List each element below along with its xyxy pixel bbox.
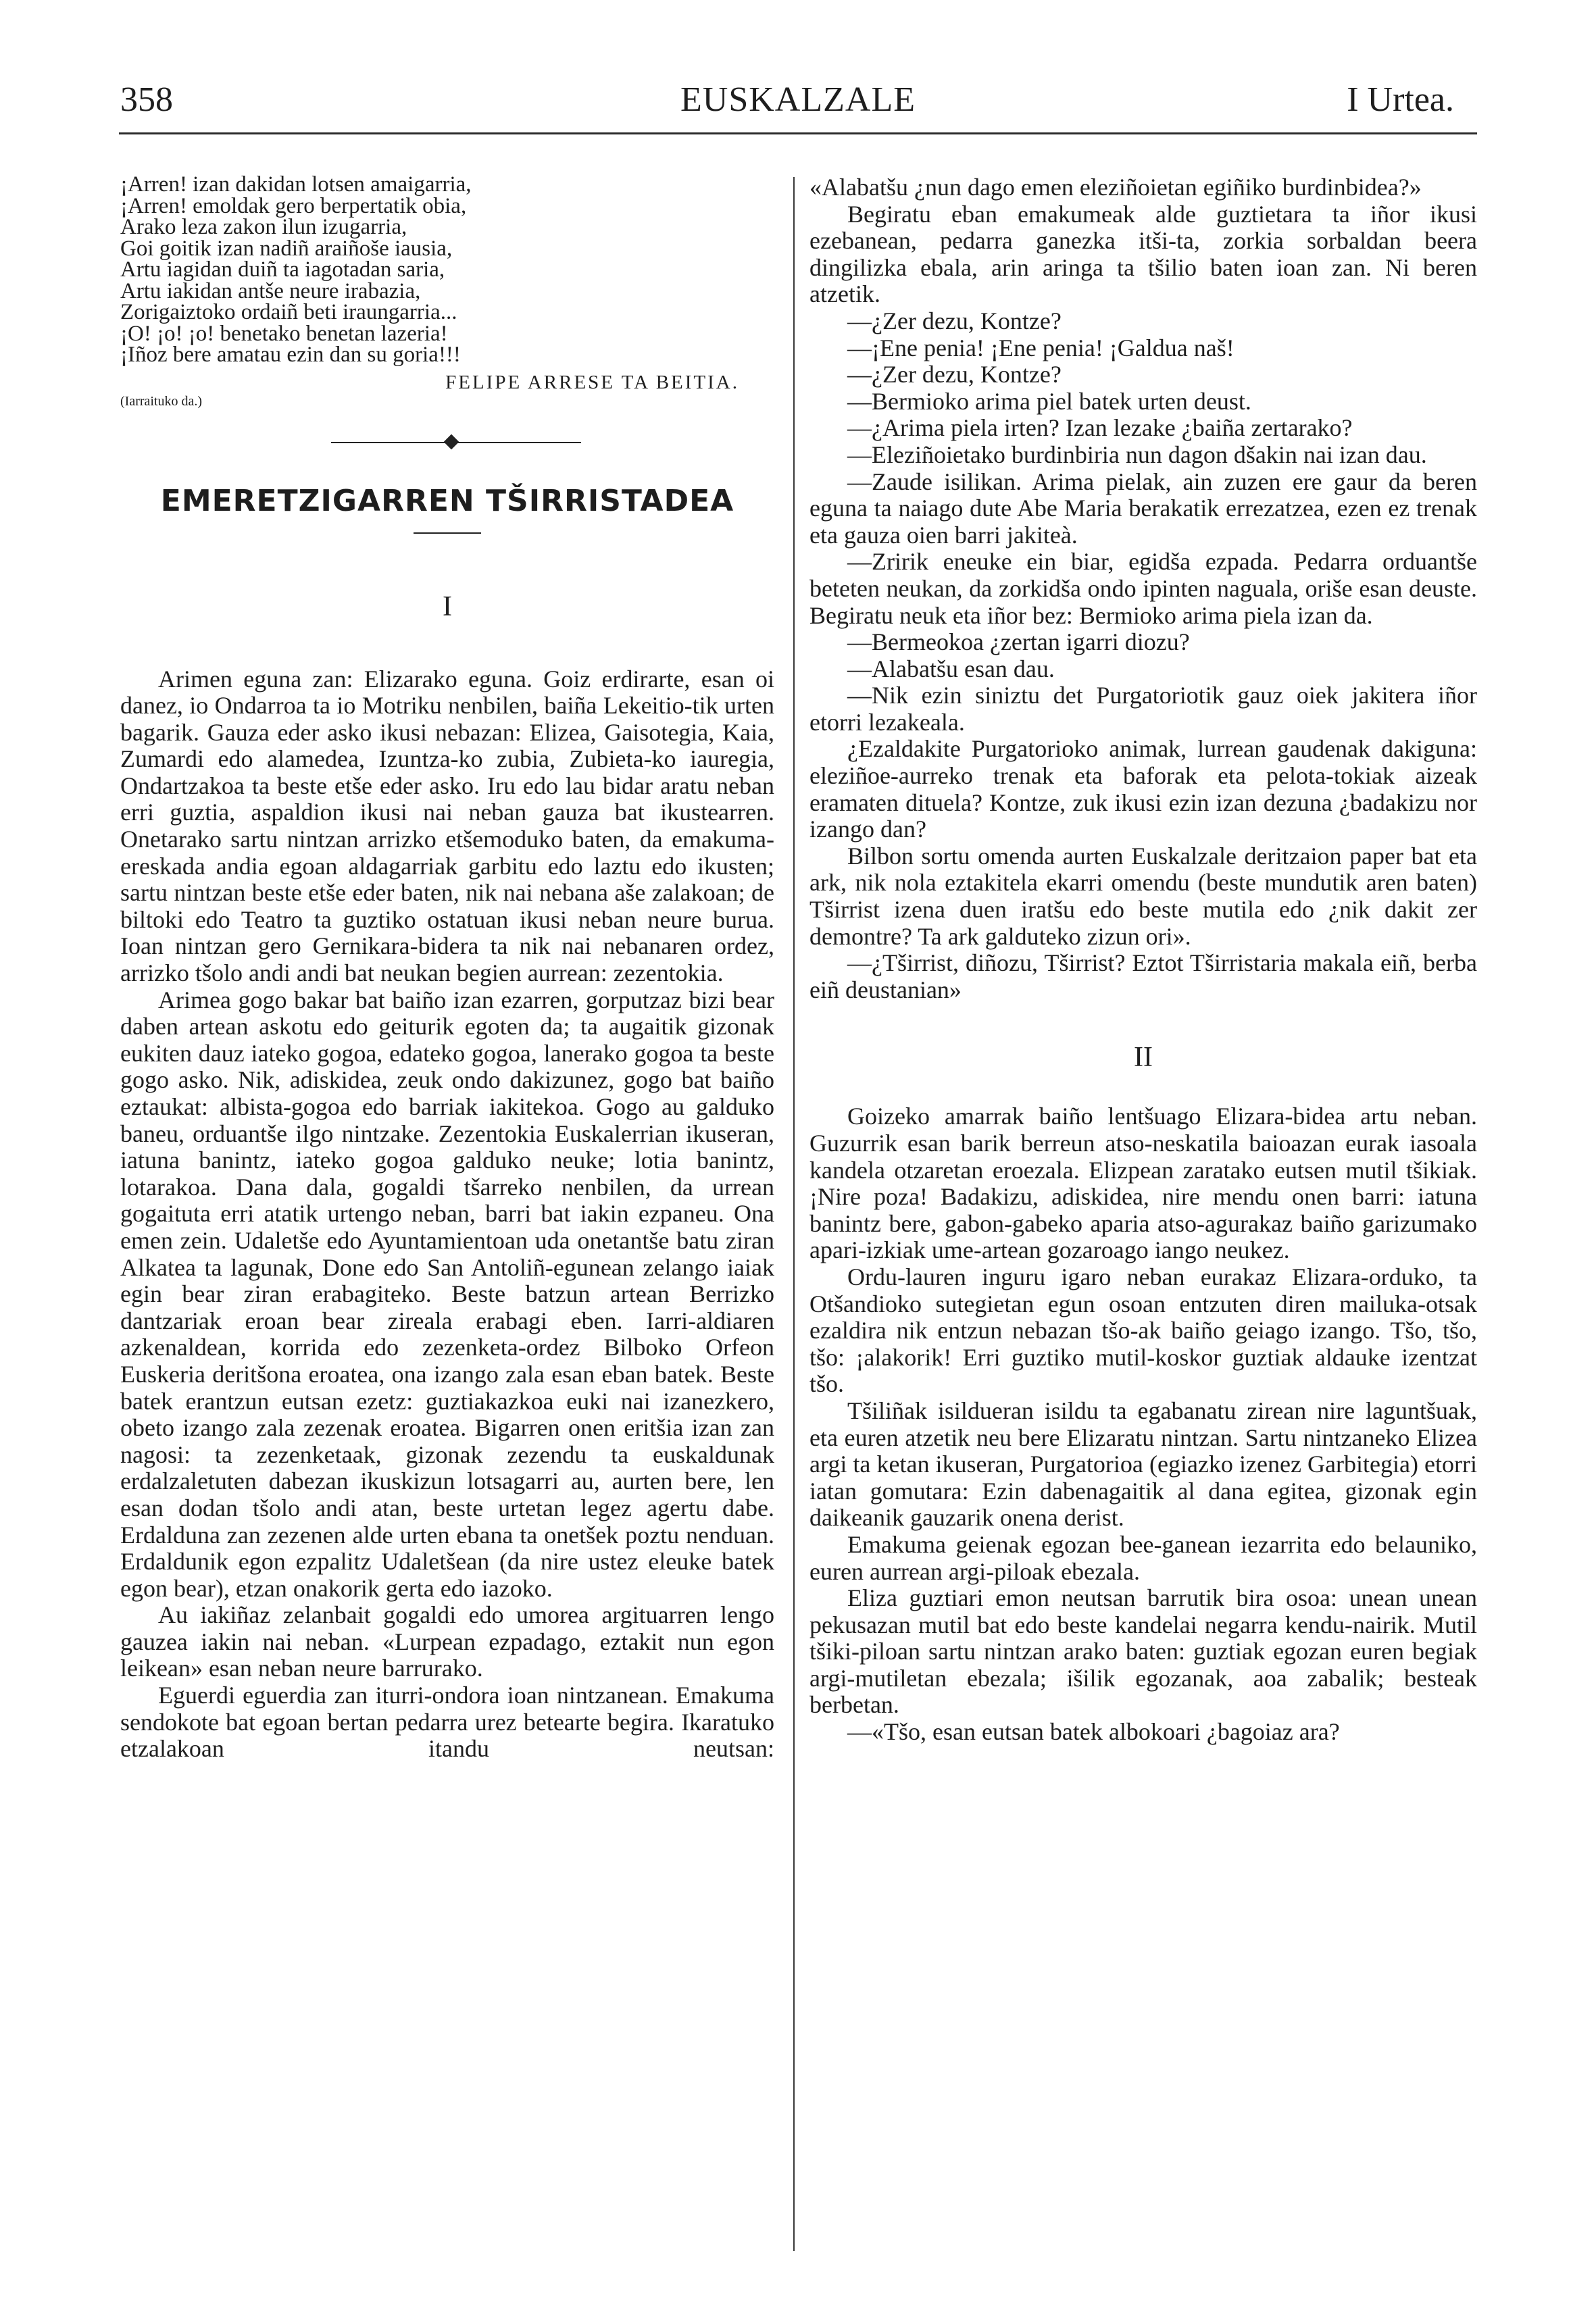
dialogue-line: —Eleziñoietako burdinbiria nun dagon dšakin nai izan dau. (847, 441, 1427, 468)
page-number: 358 (120, 80, 173, 119)
diamond-ornament-icon (444, 434, 459, 449)
poem-line: ¡Iñoz bere amatau ezin dan su goria!!! (120, 343, 461, 367)
paragraph: Eguerdi eguerdia zan iturri-ondora ioan nintzanean. Emakuma sendokote bat egoan bertan pedarra urez betearte begira. Ikaratuko etzalakoan itandu neutsan: (120, 1682, 774, 1763)
poem-line: Goi goitik izan nadiñ araiñoše iausia, (120, 236, 453, 261)
header-rule (119, 132, 1477, 134)
poem (120, 174, 774, 366)
paragraph: «Alabatšu ¿nun dago emen eleziñoietan egiñiko burdinbidea?» (809, 174, 1422, 201)
paragraph: Eliza guztiari emon neutsan barrutik bira osoa: unean unean pekusazan mutil bat edo beste kandelai negarra kendu-nairik. Mutil tšiki-piloan sartu nintzan arako baten: guztiak egozan euren begiak argi-mutiletan ebezala; išilik egozanak, aoa zabalik; besteak berbetan. (809, 1584, 1477, 1719)
paragraph: Begiratu eban emakumeak alde guztietara ta iñor ikusi ezebanean, pedarra ganezka itši-ta, zorkia sorbaldan beera dingilizka ebala, arin aringa ta tšilio baten ioan zan. Ni beren atzetik. (809, 200, 1477, 308)
poem-line: Artu iakidan antše neure irabazia, (120, 278, 421, 303)
section-number: II (1134, 1042, 1153, 1074)
paragraph: ¿Ezaldakite Purgatorioko animak, lurrean gaudenak dakiguna: eleziñoe-aurreko trenak eta baforak eta pelota-tokiak aizeak eramaten dituela? Kontze, zuk ikusi ezin izan dezuna ¿badakizu nor izango dan? (809, 735, 1477, 843)
paragraph: Arimen eguna zan: Elizarako eguna. Goiz erdirarte, esan oi danez, io Ondarroa ta io Motriku nenbilen, baiña Lekeitio-tik urten bagarik. Gauza eder asko ikusi nebazan: Elizea, Gaisotegia, Kaia, Zumardi edo alamedea, Izuntza-ko zubia, Zubieta-ko iauregia, Ondartzakoa ta beste etše eder asko. Iru edo lau bidar aratu neban erri guztia, aspaldion ikusi nai neban gauza bat ikustearren. Onetarako sartu nintzan arrizko etšemoduko baten, da emakuma-ereskada andia egoan aldagarriak garbitu edo laztu edo ikusten; sartu nintzan beste etše eder baten, nik nai nebana aše zalakoan; de biltoki edo Teatro ta guztiko ostatuan ikusi neban neure burua. Ioan nintzan gero Gernikara-bidera ta nik nai nebanaren ordez, arrizko tšolo andi andi bat neukan begien aurrean: zezentokia. (120, 665, 774, 987)
paragraph: Bilbon sortu omenda aurten Euskalzale deritzaion paper bat eta ark, nik nola eztakitela ekarri omendu (beste mundutik aren baten) Tširrist izena duen iratšu edo beste mutila edo ¿nik dakit zer demontre? Ta ark galduteko zizun ori». (809, 842, 1477, 950)
paragraph: Tšiliñak isildueran isildu ta egabanatu zirean nire laguntšuak, eta euren atzetik neu bere Elizaratu nintzan. Sartu nintzaneko Elizea argi ta ketan ikuseran, Purgatorioa (egiazko izenez Garbitegia) etorri iatan gomutara: Ezin dabenagaitik al dana egitea, gizonak egin daikeanik gauzarik onena derist. (809, 1397, 1477, 1532)
section-number: I (443, 590, 452, 622)
ornament-divider (120, 432, 774, 453)
dialogue-line: —¿Arima piela irten? Izan lezake ¿baiña zertarako? (847, 414, 1353, 442)
paragraph: Ordu-lauren inguru igaro neban eurakaz Elizara-orduko, ta Otšandioko sutegietan egun osoan entzuten diren mailuka-otsak ezaldira nik entzun nebazan tšo-ak baiño geiago izango. Tšo, tšo, tšo: ¡alakorik! Erri guztiko mutil-koskor guztiak aldauke izentzat tšo. (809, 1263, 1477, 1398)
paragraph: Arimea gogo bakar bat baiño izan ezarren, gorputzaz bizi bear daben artean askotu edo geiturik egoten da; ta augaitik gizonak eukiten dauz iateko gogoa, edateko gogoa, lanerako gogoa ta beste gogo asko. Nik, adiskidea, zeuk ondo dakizunez, gogo bat baiño eztaukat: albista-gogoa edo barriak iakitekoa. Gogo au galduko baneu, orduantše ilgo nintzake. Zezentokia Euskalerrian ikuseran, iatuna banintz, iateko gogoa galduko neuke; lotia banintz, lotarakoa. Dana dala, gogaldi tšarreko nenbilen, da urrean gogaituta erri atatik urtengo neban, barri bat iakin ezpaneu. Ona emen zein. Udaletše edo Ayuntamientoan uda onetantše batu ziran Alkatea ta lagunak, Done edo San Antoliñ-egunean zelango iaiak egin bear ziran erabagiteko. Beste batzun artean Berrizko dantzariak eroan bear zireala erabagi eben. Iarri-aldiaren azkenaldean, korrida edo zezenketa-ordez Bilboko Orfeon Euskeria deritšona eroatea, ona izango zala esan eban batek. Beste batek erantzun eutsan ezetz: guztiakazkoa euki nai izanezkero, obeto izango zala zezenak eroatea. Bigarren onen eritšia izan zan nagosi: ta zezenketaak, gizonak zezendu ta euskaldunak erdalzaletuten dabezan ikuskizun lotsagarri au, aurten bere, len esan dodan tšolo andi atan, beste urtetan legez agertu dabe. Erdalduna zan zezenen alde urten ebana ta onetšek poztu nenduan. Erdaldunik egon ezpalitz Udaletšean (da nire ustez eleuke batek egon bear), etzan onakorik gerta edo iazoko. (120, 986, 774, 1602)
dialogue-line: —Alabatšu esan dau. (847, 655, 1055, 682)
paragraph: Au iakiñaz zelanbait gogaldi edo umorea argituarren lengo gauzea iakin nai neban. «Lurpean ezpadago, eztakit nun egon leikean» esan neban neure barrurako. (120, 1601, 774, 1682)
title-rule (414, 532, 481, 534)
publication-title: EUSKALZALE (680, 80, 916, 119)
poem-line: ¡Arren! izan dakidan lotsen amaigarria, (120, 172, 472, 197)
article-title: EMERETZIGARREN TŠIRRISTADEA (160, 483, 734, 518)
poem-signature: FELIPE ARRESE TA BEITIA. (445, 371, 739, 393)
paragraph: Emakuma geienak egozan bee-ganean iezarrita edo belauniko, euren aurrean argi-piloak ebezala. (809, 1530, 1477, 1585)
dialogue-line: —Nik ezin siniztu det Purgatoriotik gauz oiek jakitera iñor etorri lezakeala. (809, 682, 1477, 736)
poem-line: ¡Arren! emoldak gero berpertatik obia, (120, 193, 467, 218)
dialogue-line: —¿Zer dezu, Kontze? (847, 307, 1062, 334)
dialogue-line: —Zaude isilikan. Arima pielak, ain zuzen ere gaur da beren eguna ta naiago dute Abe Maria berakatik errezatzea, ezen ez trenak eta gauza oien barri jakiteà. (809, 468, 1477, 549)
poem-line: Arako leza zakon ilun izugarria, (120, 215, 407, 239)
dialogue-line: —Bermioko arima piel batek urten deust. (847, 387, 1251, 415)
poem-line: ¡O! ¡o! ¡o! benetako benetan lazeria! (120, 321, 448, 346)
dialogue-line: —Bermeokoa ¿zertan igarri diozu? (847, 628, 1190, 656)
issue-label: I Urtea. (1347, 80, 1454, 119)
dialogue-line: —«Tšo, esan eutsan batek albokoari ¿bagoiaz ara? (847, 1718, 1340, 1746)
dialogue-line: —¿Tširrist, diñozu, Tširrist? Eztot Tširristaria makala eiñ, berba eiñ deustanian» (809, 949, 1477, 1003)
dialogue-line: —Zririk eneuke ein biar, egidša ezpada. Pedarra orduantše beteten neukan, da zorkidša ondo ipinten naguala, oriše esan deuste. Begiratu neuk eta iñor bez: Bermioko arima piela izan da. (809, 548, 1477, 629)
column-divider (793, 177, 795, 2251)
dialogue-line: —¡Ene penia! ¡Ene penia! ¡Galdua naš! (847, 334, 1235, 361)
right-column (809, 174, 1477, 1746)
continued-note: (Iarraituko da.) (120, 393, 203, 409)
paragraph: Goizeko amarrak baiño lentšuago Elizara-bidea artu neban. Guzurrik esan barik berreun atso-neskatila baioazan eurak iasoala kandela otzaretan eroezala. Elizpean zaratako eutsen mutil tšikiak. ¡Nire poza! Badakizu, adiskidea, nire mendu onen barri: iatuna banintz bere, gabon-gabeko aparia atso-agurakaz baiño garizumako apari-izkiak ume-artean gozaroago iango neukez. (809, 1103, 1477, 1264)
poem-line: Zorigaiztoko ordaiñ beti iraungarria... (120, 300, 457, 324)
left-column (120, 174, 774, 1763)
dialogue-line: —¿Zer dezu, Kontze? (847, 361, 1062, 388)
poem-line: Artu iagidan duiñ ta iagotadan saria, (120, 257, 445, 282)
